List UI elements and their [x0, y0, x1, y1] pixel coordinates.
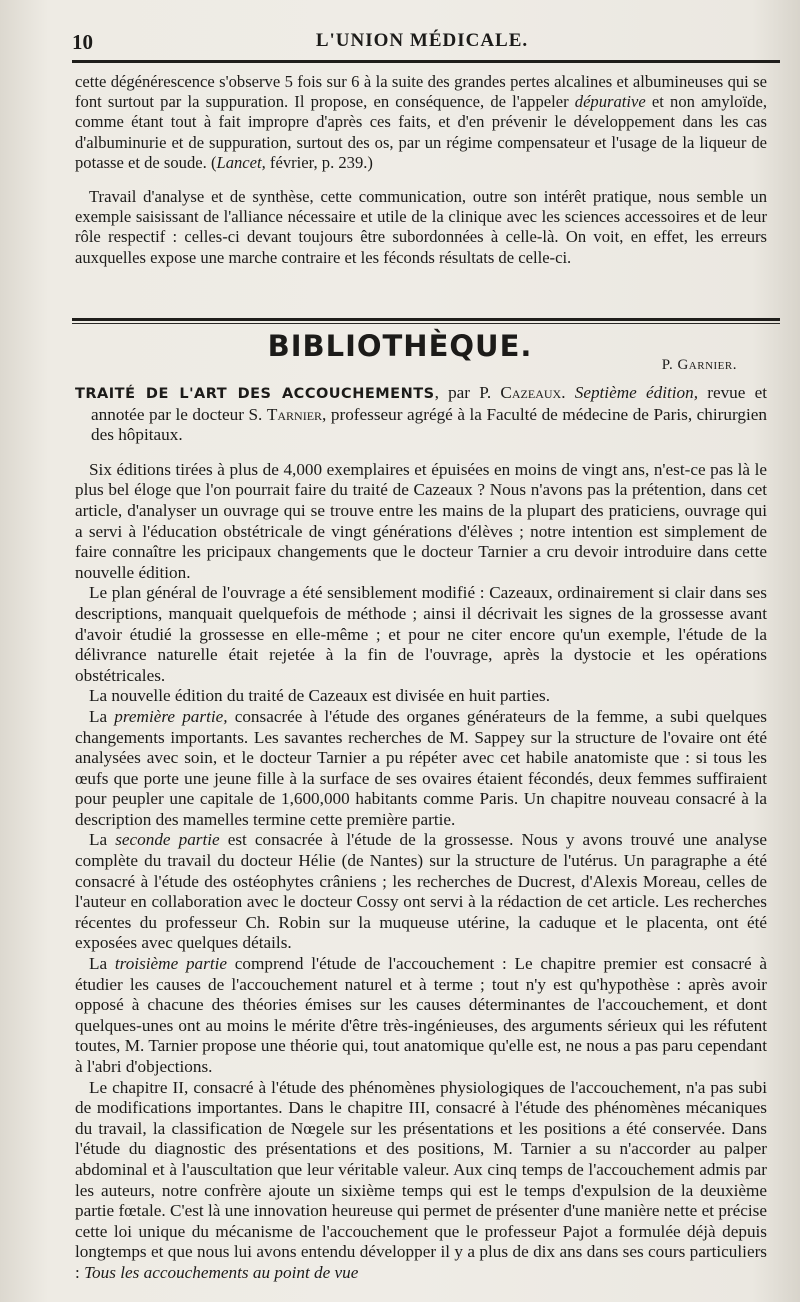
- running-title: L'UNION MÉDICALE.: [315, 30, 529, 51]
- intro-paragraph-2: Travail d'analyse et de synthèse, cette communication, outre son intérêt pratique, nous semble un exemple saisissant de l'alliance nécessaire et utile de la clinique avec les sciences accessoires et de leur rôle respectif : celles-ci devant toujours être subordonnées à celle-là. On voit, en effet, les erreurs auxquelles expose une marche contraire et les féconds résultats de celle-ci.: [75, 187, 767, 267]
- review-paragraph: Six éditions tirées à plus de 4,000 exemplaires et épuisées en moins de vingt ans, n'est-ce pas là le plus bel éloge que l'on pourrait faire du traité de Cazeaux ? Nous n'avons pas la prétention, dans cet article, d'analyser un ouvrage qui se trouve entre les mains de la plupart des praticiens, ouvrage qui a servi à l'éducation obstétricale de vingt générations d'élèves ; notre intention est simplement de faire connaître les pricipaux changements que le docteur Tarnier a cru devoir introduire dans cette nouvelle édition.: [75, 459, 767, 582]
- author-signature: P. Garnier.: [661, 357, 737, 373]
- review-paragraph: Le plan général de l'ouvrage a été sensiblement modifié : Cazeaux, ordinairement si clair dans ses descriptions, manquait quelquefois de méthode ; ainsi il décrivait les signes de la grossesse avant d'avoir étudié la grossesse en elle-même ; et pour ne citer encore qu'un exemple, l'étude de la délivrance naturelle était rejetée à la fin de l'ouvrage, après la dystocie et les opérations obstétricales.: [75, 583, 767, 685]
- section-rule-top-thin: [72, 323, 780, 324]
- page-number: 10: [72, 30, 93, 54]
- book-review: [75, 383, 767, 1284]
- review-paragraph: La seconde partie est consacrée à l'étude de la grossesse. Nous y avons trouvé une analyse complète du travail du docteur Hélie (de Nantes) sur la structure de l'utérus. Un paragraphe a été consacré à l'étude des ostéophytes crâniens ; les recherches de Ducrest, d'Alexis Moreau, celles de l'auteur en collaboration avec le docteur Cossy ont servi à la rédaction de cet article. Les recherches récentes du professeur Ch. Robin sur la muqueuse utérine, la caduque et le placenta, ont été exposées avec quelques détails.: [75, 830, 767, 953]
- header-rule: [72, 60, 780, 63]
- review-paragraph: La troisième partie comprend l'étude de l'accouchement : Le chapitre premier est consacré à étudier les causes de l'accouchement naturel et à terme ; tout n'y est qu'hypothèse : après avoir opposé à chacune des théories émises sur les causes déterminantes de l'accouchement, et dont quelques-unes ont au moins le mérite d'être très-ingénieuses, des arguments sérieux qui les réfutent toutes, M. Tarnier propose une théorie qui, tout anatomique qu'elle est, ne nous a pas paru cependant à l'abri d'objections.: [75, 954, 767, 1076]
- intro-paragraph: cette dégénérescence s'observe 5 fois sur 6 à la suite des grandes pertes alcalines et albumineuses qui se font surtout par la suppuration. Il propose, en conséquence, de l'appeler dépurative et non amyloïde, comme étant tout à fait impropre d'après ces faits, et d'en prévenir le développement dans les cas d'albuminurie et de suppuration, surtout des os, par un régime compensateur et l'usage de la liqueur de potasse et de soude. (Lancet, février, p. 239.): [75, 72, 767, 172]
- review-paragraph: La première partie, consacrée à l'étude des organes générateurs de la femme, a subi quelques changements importants. Les savantes recherches de M. Sappey sur la structure de l'ovaire ont été analysées avec soin, et le docteur Tarnier a pu répéter avec cet habile anatomiste que : si tous les œufs que porte une jeune fille à la surface de ses ovaires étaient fécondés, deux femmes suffiraient pour peupler une capitale de 1,600,000 habitants comme Paris. Un chapitre nouveau consacré à la description des mamelles termine cette première partie.: [75, 706, 767, 829]
- section-rule-top: [72, 318, 780, 321]
- book-citation: TRAITÉ DE L'ART DES ACCOUCHEMENTS, par P. Cazeaux. Septième édition, revue et annotée par le docteur S. Tarnier, professeur agrégé à la Faculté de médecine de Paris, chirurgien des hôpitaux.: [75, 383, 768, 445]
- review-paragraph: Le chapitre II, consacré à l'étude des phénomènes physiologiques de l'accouchement, n'a pas subi de modifications importantes. Dans le chapitre III, consacré à l'étude des phénomènes mécaniques du travail, la classification de Nœgele sur les présentations et les positions a été conservée. Dans l'étude du diagnostic des présentations et des positions, M. Tarnier a su n'accorder au palper abdominal et à l'auscultation que leur véritable valeur. Aux cinq temps de l'accouchement admis par les auteurs, notre confrère ajoute un sixième temps qui est le temps d'expulsion de la deuxième partie fœtale. C'est là une innovation heureuse qui permet de présenter d'une manière nette et précise cette loi unique du mécanisme de l'accouchement que le professeur Pajot a formulée déjà depuis longtemps et que nous lui avons entendu développer il y a plus de dix ans dans ses cours particuliers : Tous les accouchements au point de vue: [75, 1077, 767, 1282]
- page-header: [72, 22, 772, 62]
- section-heading: BIBLIOTHÈQUE.: [267, 329, 533, 363]
- review-paragraph: La nouvelle édition du traité de Cazeaux est divisée en huit parties.: [89, 686, 551, 706]
